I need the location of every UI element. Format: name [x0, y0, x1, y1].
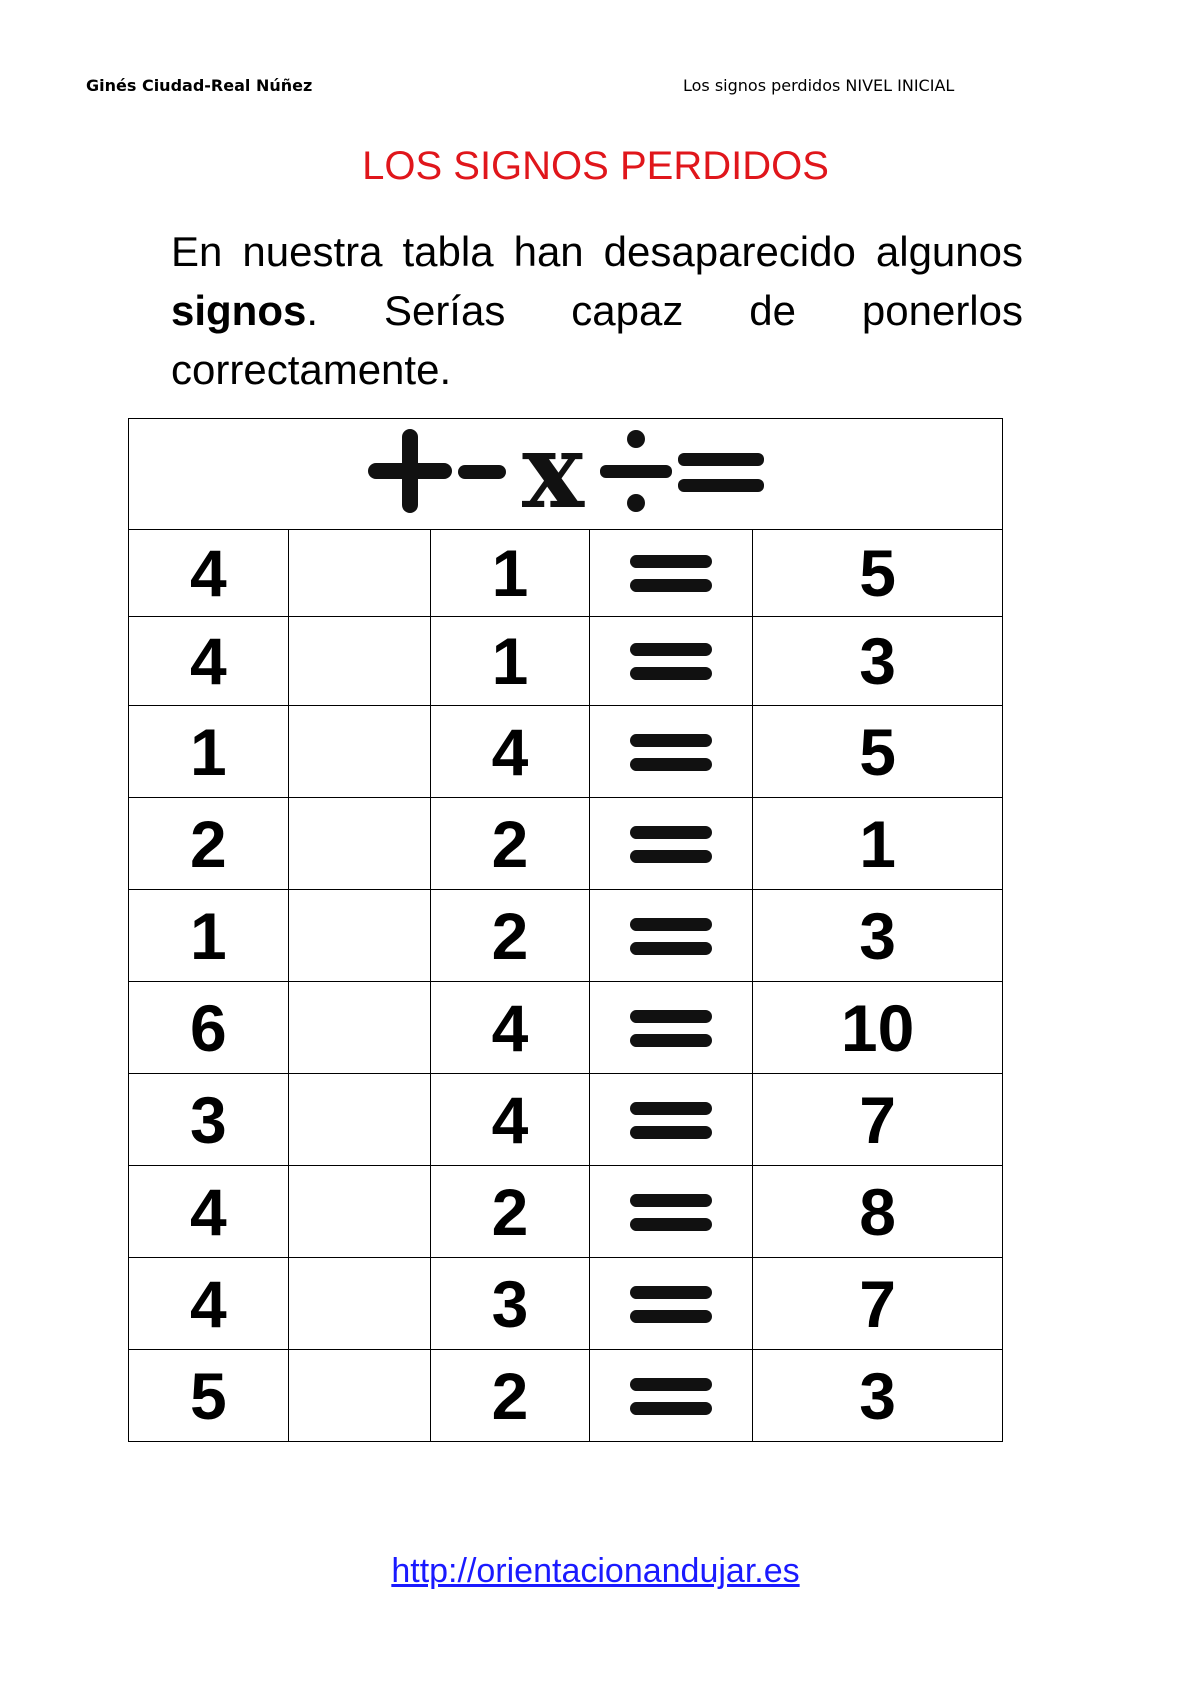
- division-sign-icon: [600, 429, 672, 513]
- exercise-table: [128, 418, 1003, 1442]
- missing-sign-blank[interactable]: [288, 1074, 430, 1166]
- missing-sign-blank[interactable]: [288, 890, 430, 982]
- second-operand: 2: [430, 798, 590, 890]
- first-operand: 5: [129, 1350, 289, 1442]
- second-operand: 3: [430, 1258, 590, 1350]
- first-operand: 4: [129, 530, 289, 617]
- first-operand: 4: [129, 1258, 289, 1350]
- equals-cell: [590, 798, 753, 890]
- missing-sign-blank[interactable]: [288, 706, 430, 798]
- exercise-row: [129, 1074, 1003, 1166]
- instructions-text-2: . Serías capaz de ponerlos correctamente.: [171, 287, 1023, 393]
- result: 3: [753, 1350, 1003, 1442]
- result: 3: [753, 617, 1003, 706]
- equals-cell: [590, 1350, 753, 1442]
- second-operand: 4: [430, 982, 590, 1074]
- result: 3: [753, 890, 1003, 982]
- equals-sign-icon: [678, 429, 764, 513]
- equals-cell: [590, 1166, 753, 1258]
- second-operand: 1: [430, 530, 590, 617]
- missing-sign-blank[interactable]: [288, 1166, 430, 1258]
- equals-sign-icon: [630, 549, 712, 597]
- signs-strip: [368, 421, 764, 521]
- equals-sign-icon: [630, 728, 712, 776]
- minus-sign-icon: [458, 429, 506, 513]
- missing-sign-blank[interactable]: [288, 1258, 430, 1350]
- exercise-row: [129, 798, 1003, 890]
- exercise-row: [129, 1350, 1003, 1442]
- equals-cell: [590, 1258, 753, 1350]
- equals-cell: [590, 706, 753, 798]
- exercise-row: [129, 1166, 1003, 1258]
- first-operand: 6: [129, 982, 289, 1074]
- exercise-row: [129, 982, 1003, 1074]
- equals-cell: [590, 982, 753, 1074]
- second-operand: 2: [430, 1166, 590, 1258]
- equals-sign-icon: [630, 1188, 712, 1236]
- first-operand: 1: [129, 890, 289, 982]
- exercise-row: [129, 530, 1003, 617]
- author-name: Ginés Ciudad-Real Núñez: [86, 76, 313, 95]
- second-operand: 4: [430, 1074, 590, 1166]
- equals-cell: [590, 890, 753, 982]
- missing-sign-blank[interactable]: [288, 530, 430, 617]
- first-operand: 4: [129, 1166, 289, 1258]
- website-link[interactable]: http://orientacionandujar.es: [391, 1552, 800, 1590]
- result: 7: [753, 1258, 1003, 1350]
- first-operand: 2: [129, 798, 289, 890]
- instructions-text-1: En nuestra tabla han desaparecido algunos: [171, 228, 1023, 275]
- equals-cell: [590, 530, 753, 617]
- result: 1: [753, 798, 1003, 890]
- result: 5: [753, 706, 1003, 798]
- exercise-row: [129, 706, 1003, 798]
- missing-sign-blank[interactable]: [288, 1350, 430, 1442]
- result: 7: [753, 1074, 1003, 1166]
- missing-sign-blank[interactable]: [288, 798, 430, 890]
- equals-sign-icon: [630, 1004, 712, 1052]
- exercise-row: [129, 617, 1003, 706]
- second-operand: 2: [430, 890, 590, 982]
- page-title: LOS SIGNOS PERDIDOS: [362, 144, 829, 188]
- equals-sign-icon: [630, 637, 712, 685]
- signs-header-row: [129, 419, 1003, 530]
- document-subject: Los signos perdidos NIVEL INICIAL: [683, 76, 955, 95]
- exercise-row: [129, 1258, 1003, 1350]
- first-operand: 4: [129, 617, 289, 706]
- equals-sign-icon: [630, 820, 712, 868]
- signs-header-cell: [129, 419, 1003, 530]
- missing-sign-blank[interactable]: [288, 982, 430, 1074]
- equals-sign-icon: [630, 1096, 712, 1144]
- second-operand: 4: [430, 706, 590, 798]
- first-operand: 3: [129, 1074, 289, 1166]
- plus-sign-icon: [368, 429, 452, 513]
- equals-cell: [590, 1074, 753, 1166]
- instructions: [171, 222, 1023, 399]
- times-sign-icon: [512, 429, 594, 513]
- result: 5: [753, 530, 1003, 617]
- second-operand: 2: [430, 1350, 590, 1442]
- result: 10: [753, 982, 1003, 1074]
- equals-cell: [590, 617, 753, 706]
- equals-sign-icon: [630, 1372, 712, 1420]
- missing-sign-blank[interactable]: [288, 617, 430, 706]
- svg-text:x: x: [521, 428, 584, 513]
- first-operand: 1: [129, 706, 289, 798]
- instructions-bold-word: signos: [171, 287, 307, 334]
- second-operand: 1: [430, 617, 590, 706]
- exercise-row: [129, 890, 1003, 982]
- equals-sign-icon: [630, 912, 712, 960]
- result: 8: [753, 1166, 1003, 1258]
- equals-sign-icon: [630, 1280, 712, 1328]
